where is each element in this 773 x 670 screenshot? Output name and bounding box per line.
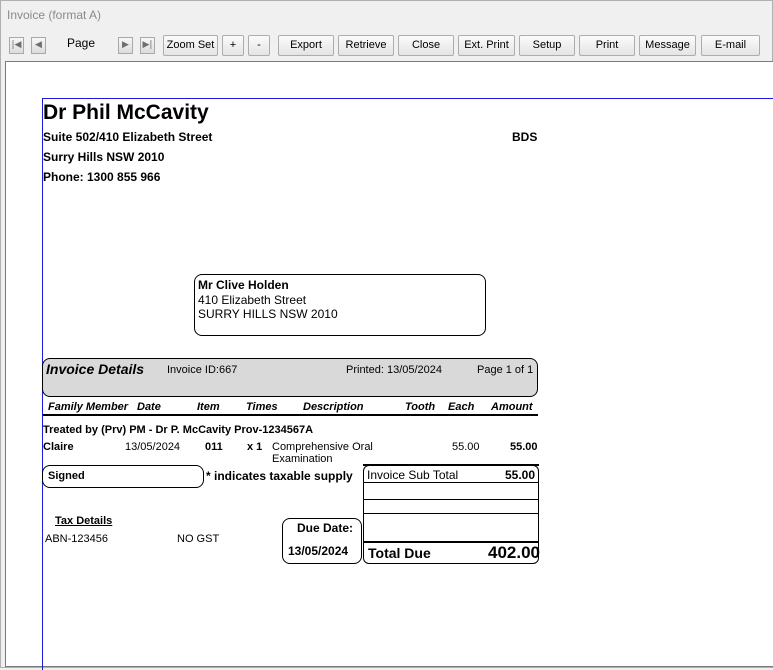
invoice-document [6, 62, 773, 666]
patient-street: 410 Elizabeth Street [198, 293, 307, 307]
report-viewport[interactable] [5, 61, 773, 667]
next-page-button[interactable] [118, 37, 133, 54]
col-amount: Amount [491, 401, 533, 413]
subtotal-label: Invoice Sub Total [367, 468, 459, 482]
retrieve-button[interactable]: Retrieve [338, 35, 394, 56]
totals-rule-2 [364, 499, 538, 500]
patient-name: Mr Clive Holden [198, 278, 289, 292]
totals-box [363, 465, 539, 564]
top-margin-guide [42, 98, 773, 99]
printed-date: Printed: 13/05/2024 [346, 364, 443, 376]
print-button[interactable]: Print [579, 35, 635, 56]
first-page-button[interactable] [9, 37, 24, 54]
col-each: Each [448, 401, 475, 413]
practice-address-line1: Suite 502/410 Elizabeth Street [43, 130, 213, 144]
col-item: Item [197, 401, 220, 413]
line-date: 13/05/2024 [125, 441, 181, 453]
due-date-value: 13/05/2024 [288, 544, 349, 558]
previous-page-icon: ◀ [35, 40, 42, 50]
totals-rule-3 [364, 513, 538, 514]
signed-box [42, 465, 204, 488]
invoice-details-title: Invoice Details [46, 361, 145, 377]
abn-value: ABN-123456 [45, 533, 108, 545]
setup-button[interactable]: Setup [519, 35, 575, 56]
gst-status: NO GST [177, 533, 220, 545]
due-date-box [282, 518, 362, 564]
line-amount: 55.00 [510, 441, 538, 453]
practitioner-qualification: BDS [512, 130, 538, 144]
total-due-value: 402.00 [488, 543, 540, 562]
practice-name: Dr Phil McCavity [43, 101, 209, 124]
window-title: Invoice (format A) [7, 8, 102, 22]
line-item-code: 011 [205, 441, 223, 453]
practice-address-line2: Surry Hills NSW 2010 [43, 150, 165, 164]
practice-phone: Phone: 1300 855 966 [43, 170, 161, 184]
col-times: Times [246, 401, 278, 413]
col-family-member: Family Member [48, 401, 129, 413]
ext-print-button[interactable]: Ext. Print [458, 35, 515, 56]
first-page-icon: |◀ [11, 40, 22, 50]
col-tooth: Tooth [405, 401, 436, 413]
zoom-in-button[interactable]: + [222, 35, 244, 56]
col-date: Date [137, 401, 161, 413]
subtotal-value: 55.00 [505, 468, 536, 482]
previous-page-button[interactable] [31, 37, 46, 54]
email-button[interactable]: E-mail [701, 35, 760, 56]
page-label: Page [67, 36, 96, 50]
total-due-label: Total Due [368, 545, 431, 561]
taxable-note: * indicates taxable supply [206, 469, 353, 483]
invoice-details-bar [42, 358, 538, 397]
patient-address-box [194, 274, 486, 336]
line-times: x 1 [247, 441, 263, 453]
treated-by: Treated by (Prv) PM - Dr P. McCavity Prov-1234567A [43, 424, 314, 436]
line-member: Claire [43, 441, 74, 453]
last-page-button[interactable] [140, 37, 155, 54]
line-description-2: Examination [272, 453, 333, 465]
zoom-out-button[interactable]: - [248, 35, 270, 56]
header-rule [43, 414, 538, 416]
line-description-1: Comprehensive Oral [272, 441, 373, 453]
totals-rule-1 [364, 482, 538, 483]
close-button[interactable]: Close [398, 35, 454, 56]
due-date-label: Due Date: [297, 521, 354, 535]
patient-suburb: SURRY HILLS NSW 2010 [198, 307, 338, 321]
tax-details-label: Tax Details [55, 515, 113, 527]
line-each: 55.00 [452, 441, 480, 453]
export-button[interactable]: Export [278, 35, 334, 56]
page-indicator: Page 1 of 1 [477, 364, 534, 376]
signed-label: Signed [48, 470, 85, 482]
invoice-id: Invoice ID:667 [167, 364, 238, 376]
next-page-icon: ▶ [122, 40, 129, 50]
zoom-set-button[interactable]: Zoom Set [163, 35, 218, 56]
message-button[interactable]: Message [639, 35, 696, 56]
toolbar [1, 34, 772, 58]
last-page-icon: ▶| [142, 40, 153, 50]
col-description: Description [303, 401, 364, 413]
